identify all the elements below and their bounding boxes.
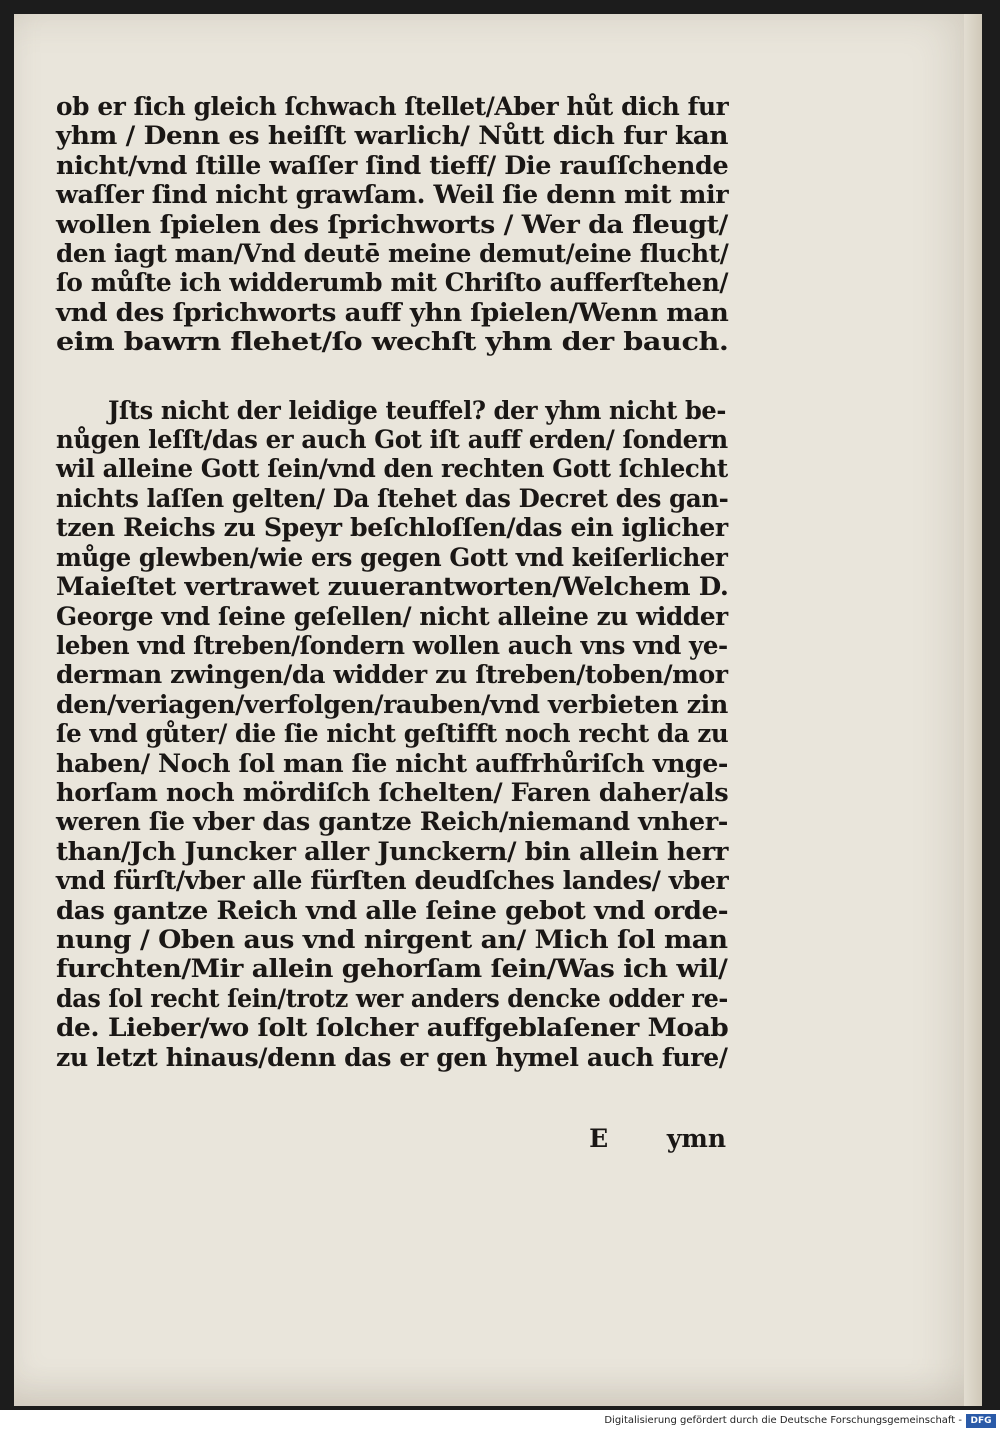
text-line: wil alleine Gott ſein/vnd den rechten Gott ſchlecht (56, 454, 728, 484)
text-line: můge glewben/wie ers gegen Gott vnd keiſerlicher (56, 542, 728, 572)
text-line: derman zwingen/da widder zu ſtreben/toben/mor (56, 660, 728, 690)
text-line: nichts laſſen gelten/ Da ſtehet das Decret des gan- (56, 483, 729, 513)
text-line: nůgen leſſt/das er auch Got iſt auff erden/ ſondern (56, 425, 728, 455)
text-line: eim bawrn flehet/ſo wechſt yhm der bauch. (56, 327, 729, 357)
text-line: das gantze Reich vnd alle ſeine gebot vnd orde- (56, 895, 729, 925)
text-line: nung / Oben aus vnd nirgent an/ Mich ſol man (56, 924, 728, 954)
footer-bar (0, 1410, 1000, 1432)
text-line: den/veriagen/verfolgen/rauben/vnd verbieten zin (56, 689, 728, 719)
paragraph-gap (56, 357, 732, 396)
text-line: yhm / Denn es heiſſt warlich/ Nůtt dich fur kan (56, 121, 729, 151)
page-gutter (964, 14, 982, 1406)
text-line: ob er ſich gleich ſchwach ſtellet/Aber hůt dich fur (56, 92, 729, 121)
text-line: wollen ſpielen des ſprichworts / Wer da fleugt/ (56, 209, 728, 239)
text-line: haben/ Noch ſol man ſie nicht auffrhůriſch vnge- (56, 748, 728, 778)
text-line: horſam noch mördiſch ſchelten/ Faren daher/als (56, 777, 729, 807)
text-line: Jſts nicht der leidige teuffel? der yhm nicht be- (107, 395, 726, 425)
text-line: vnd fürſt/vber alle fürſten deudſches landes/ vber (56, 866, 729, 896)
text-line: zu letzt hinaus/denn das er gen hymel auch fure/ (56, 1042, 728, 1072)
text-line: furchten/Mir allein gehorſam ſein/Was ich wil/ (56, 954, 728, 984)
text-block (56, 92, 732, 1072)
text-line: ſo můſte ich widderumb mit Chriſto aufferſtehen/ (56, 268, 729, 298)
text-line: vnd des ſprichworts auff yhn ſpielen/Wenn man (56, 297, 729, 327)
text-line: de. Lieber/wo ſolt ſolcher auffgeblaſener Moab (56, 1013, 729, 1043)
text-line: leben vnd ſtreben/ſondern wollen auch vns vnd ye- (56, 630, 728, 660)
text-line: Maieſtet vertrawet zuuerantworten/Welchem D. (56, 572, 729, 602)
text-line: waſſer ſind nicht grawſam. Weil ſie denn mit mir (56, 180, 729, 210)
text-line: den iagt man/Vnd deutē meine demut/eine flucht/ (56, 239, 729, 269)
text-line: nicht/vnd ſtille waſſer ſind tieff/ Die rauſſchende (56, 150, 729, 180)
text-line: weren ſie vber das gantze Reich/niemand vnher- (56, 807, 728, 837)
catchword-line (56, 1124, 726, 1153)
text-line: George vnd ſeine geſellen/ nicht alleine zu widder (56, 601, 728, 631)
text-line: das ſol recht ſein/trotz wer anders dencke odder re- (56, 983, 728, 1013)
catchword: ymn (666, 1124, 726, 1153)
text-line: tzen Reichs zu Speyr beſchloſſen/das ein iglicher (56, 513, 728, 543)
signature-mark: E (589, 1124, 609, 1153)
text-line: than/Jch Juncker aller Junckern/ bin allein herr (56, 836, 729, 866)
text-line: ſe vnd gůter/ die ſie nicht geſtifft noch recht da zu (56, 719, 729, 749)
funding-credit: Digitalisierung gefördert durch die Deutsche Forschungsgemeinschaft - (604, 1415, 962, 1426)
dfg-logo: DFG (966, 1414, 996, 1428)
